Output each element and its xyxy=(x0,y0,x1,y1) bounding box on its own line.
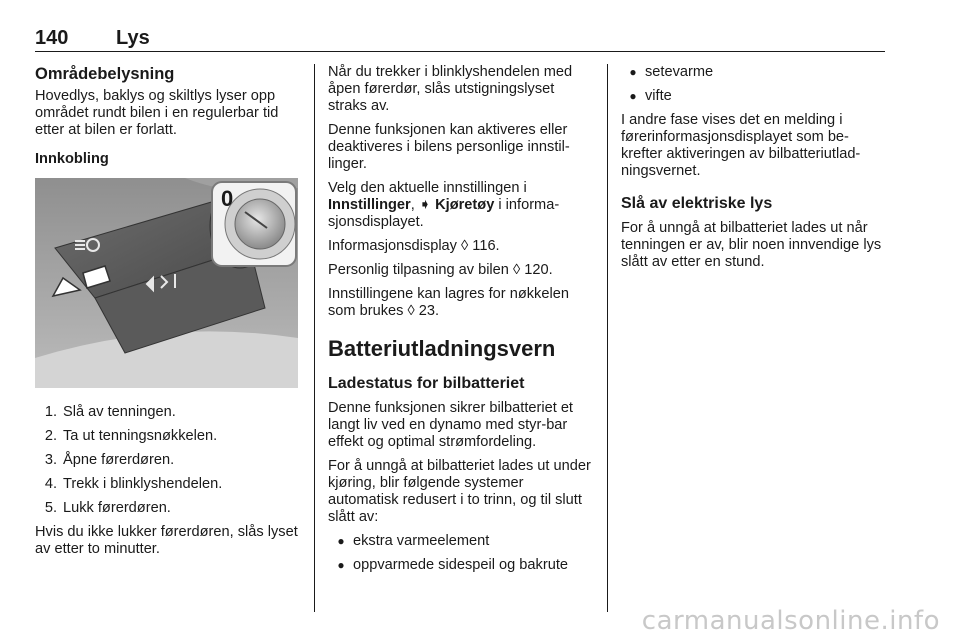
systems-list xyxy=(329,533,594,574)
bullet-icon: ● xyxy=(337,534,345,548)
paragraph: Denne funksjonen sikrer bilbatteriet et langt liv ved en dynamo med styr-bar effekt og optimal strømfordeling. xyxy=(328,400,573,450)
menu-path-settings: Innstillinger xyxy=(328,197,411,213)
closing-paragraph: Hvis du ikke lukker førerdøren, slås lyset av etter to minutter. xyxy=(35,524,298,557)
column-divider xyxy=(607,64,608,612)
column-3 xyxy=(621,64,886,278)
page-header xyxy=(35,27,885,52)
section-heading-omradebelysning: Områdebelysning xyxy=(35,65,175,83)
cross-reference: Informasjonsdisplay ◊ 116. xyxy=(328,238,500,254)
paragraph: For å unngå at bilbatteriet lades ut under kjøring, blir følgende systemer automatisk redusert i to trinn, og til slutt slått av: xyxy=(328,458,591,525)
column-1 xyxy=(35,64,300,565)
list-item: 2. Ta ut tenningsnøkkelen. xyxy=(44,428,218,444)
column-2 xyxy=(328,64,594,581)
cross-reference: Innstillingene kan lagres for nøkkelen som brukes ◊ 23. xyxy=(328,286,569,319)
list-item: ● setevarme xyxy=(621,64,886,81)
bullet-icon: ● xyxy=(629,89,637,103)
menu-path-vehicle: Kjøretøy xyxy=(435,197,495,213)
systems-list-continued xyxy=(621,64,886,105)
intro-paragraph: Hovedlys, baklys og skiltlys lyser opp området rundt bilen i en regulerbar tid etter at bilen er forlatt. xyxy=(35,88,279,138)
section-heading-sla-av-lys: Slå av elektriske lys xyxy=(621,195,773,212)
column-divider xyxy=(314,64,315,612)
bullet-icon: ● xyxy=(629,65,637,79)
subheading-ladestatus: Ladestatus for bilbatteriet xyxy=(328,375,525,392)
list-item: 3. Åpne førerdøren. xyxy=(44,452,175,468)
chapter-title: Lys xyxy=(116,27,150,49)
list-item: 5. Lukk førerdøren. xyxy=(44,500,171,516)
paragraph: I andre fase vises det en melding i førerinformasjonsdisplayet som be-krefter aktiveringen av bilbatteriutlad-ningsvernet. xyxy=(621,112,861,179)
list-item: 4. Trekk i blinklyshendelen. xyxy=(44,476,223,492)
page-number: 140 xyxy=(35,27,69,49)
paragraph: Denne funksjonen kan aktiveres eller deaktiveres i bilens personlige innstil-linger. xyxy=(328,122,570,172)
settings-path-paragraph: Velg den aktuelle innstillingen i Innstillinger, ➧ Kjøretøy i informa-sjonsdisplayet. xyxy=(328,180,560,230)
section-heading-batteriutladningsvern: Batteriutladningsvern xyxy=(328,336,556,361)
paragraph: For å unngå at bilbatteriet lades ut når tenningen er av, blir noen innvendige lys slått av etter en stund. xyxy=(621,220,882,270)
steps-list xyxy=(35,404,300,517)
list-item: ● oppvarmede sidespeil og bakrute xyxy=(329,557,594,574)
watermark: carmanualsonline.info xyxy=(641,606,940,636)
subheading-innkobling: Innkobling xyxy=(35,151,109,167)
list-item: ● vifte xyxy=(621,88,886,105)
bullet-icon: ● xyxy=(337,558,345,572)
figure-callout-zero: 0 xyxy=(221,186,234,211)
list-item: 1. Slå av tenningen. xyxy=(44,404,176,420)
arrow-right-icon: ➧ xyxy=(418,197,432,213)
cross-reference: Personlig tilpasning av bilen ◊ 120. xyxy=(328,262,553,278)
turn-signal-stalk-illustration xyxy=(35,178,298,388)
paragraph: Når du trekker i blinklyshendelen med åpen førerdør, slås utstigningslyset straks av. xyxy=(328,64,573,114)
list-item: ● ekstra varmeelement xyxy=(329,533,594,550)
